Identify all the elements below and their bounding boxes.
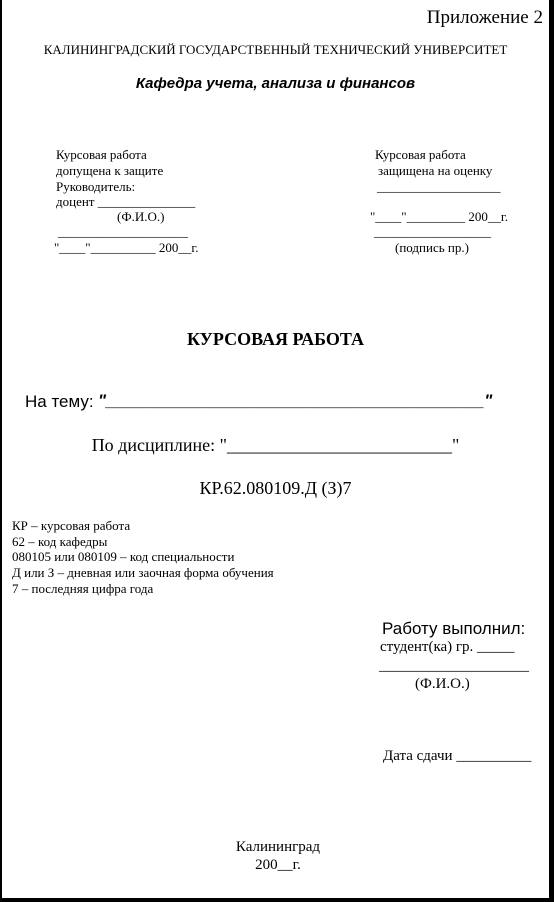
performer-label: Работу выполнил:: [382, 619, 526, 638]
submission-date-line: Дата сдачи __________: [383, 748, 532, 764]
grading-line-2: защищена на оценку: [378, 163, 493, 178]
document-title: КУРСОВАЯ РАБОТА: [186, 329, 365, 349]
document-page: [2, 0, 549, 898]
supervisor-line: доцент _______________: [56, 194, 196, 209]
grading-line-1: Курсовая работа: [375, 147, 466, 162]
grading-signature-line: __________________: [374, 224, 491, 239]
supervisor-signature-line: ____________________: [58, 224, 188, 239]
university-name: КАЛИНИНГРАДСКИЙ ГОСУДАРСТВЕННЫЙ ТЕХНИЧЕСКИЙ УНИВЕРСИТЕТ: [43, 42, 508, 57]
student-group-line: студент(ка) гр. _____: [380, 639, 515, 655]
student-fio-label: (Ф.И.О.): [415, 676, 470, 692]
grade-blank: ___________________: [377, 179, 501, 194]
supervisor-fio-label: (Ф.И.О.): [117, 209, 165, 224]
topic-label: На тему:: [25, 392, 94, 411]
discipline-line: По дисциплине: "_________________________": [91, 435, 460, 455]
grading-signature-label: (подпись пр.): [395, 240, 469, 255]
work-code: КР.62.080109.Д (З)7: [199, 478, 352, 498]
legend-item: 7 – последняя цифра года: [12, 581, 154, 596]
year-line: 200__г.: [255, 857, 301, 873]
student-name-line: ____________________: [379, 658, 529, 674]
admission-line-2: допущена к защите: [56, 163, 164, 178]
admission-line-1: Курсовая работа: [56, 147, 147, 162]
supervisor-label: Руководитель:: [56, 179, 136, 194]
city: Калининград: [235, 839, 321, 855]
grading-date-line: "____"_________ 200__г.: [370, 209, 508, 224]
admission-date-line: "____"__________ 200__г.: [54, 240, 199, 255]
legend-item: 080105 или 080109 – код специальности: [12, 549, 235, 564]
department-name: Кафедра учета, анализа и финансов: [135, 75, 416, 92]
appendix-label: Приложение 2: [426, 7, 543, 28]
legend-item: 62 – код кафедры: [12, 534, 108, 549]
topic-blank: "________________________________________": [98, 391, 493, 410]
legend-item: Д или З – дневная или заочная форма обучения: [12, 565, 274, 580]
legend-item: КР – курсовая работа: [12, 518, 131, 533]
